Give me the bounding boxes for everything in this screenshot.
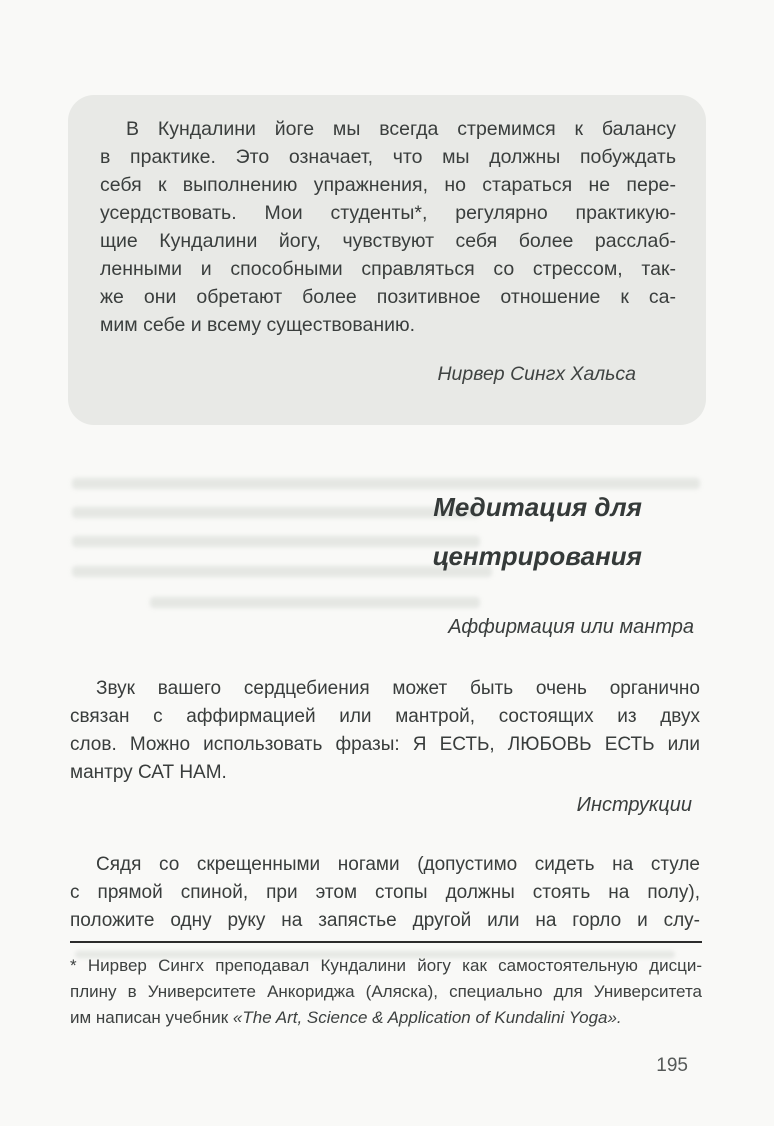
quote-line: усердствовать. Мои студенты*, регулярно практикую- (100, 202, 676, 224)
footnote-book-title: «The Art, Science & Application of Kundalini Yoga». (232, 1008, 622, 1027)
subheading-instructions: Инструкции (576, 794, 692, 816)
page-number: 195 (656, 1055, 688, 1076)
quote-line: мим себе и всему существованию. (100, 314, 416, 336)
body-paragraph-2 (70, 851, 700, 935)
quote-box (68, 95, 706, 425)
footnote (70, 953, 702, 1031)
body-line: Звук вашего сердцебиения может быть очень органично (96, 678, 700, 699)
quote-line: в практике. Это означает, что мы должны побуждать (100, 146, 676, 168)
body-line: связан с аффирмацией или мантрой, состоящих из двух (70, 706, 700, 727)
footnote-line: плину в Университете Анкориджа (Аляска), специально для Университета (70, 982, 702, 1001)
quote-line: себя к выполнению упражнения, но стараться не пере- (100, 174, 676, 196)
quote-paragraph (68, 95, 706, 388)
footnote-line: * Нирвер Сингх преподавал Кундалини йогу как самостоятельную дисци- (70, 956, 702, 975)
quote-line: ленными и способными справляться со стрессом, так- (100, 258, 676, 280)
footnote-separator (70, 941, 702, 943)
footnote-line (70, 1005, 702, 1031)
subheading-affirmation: Аффирмация или мантра (448, 616, 694, 638)
section-heading-line: Медитация для (433, 492, 642, 522)
section-heading-line: центрирования (432, 541, 642, 571)
quote-line: щие Кундалини йогу, чувствуют себя более расслаб- (100, 230, 676, 252)
section-heading (70, 483, 672, 581)
quote-line: В Кундалини йоге мы всегда стремимся к балансу (126, 118, 676, 140)
body-line: мантру САТ НАМ. (70, 762, 227, 783)
body-line: слов. Можно использовать фразы: Я ЕСТЬ, ЛЮБОВЬ ЕСТЬ или (70, 734, 700, 755)
bleedthrough-artifact (150, 597, 480, 608)
body-line: Сядя со скрещенными ногами (допустимо сидеть на стуле (96, 854, 700, 875)
quote-attribution: Нирвер Сингх Хальса (437, 363, 636, 385)
footnote-text: им написан учебник (70, 1008, 233, 1027)
quote-line: же они обретают более позитивное отношение к са- (100, 286, 676, 308)
body-line: положите одну руку на запястье другой или на горло и слу- (70, 910, 700, 931)
body-paragraph-1 (70, 675, 700, 787)
body-line: с прямой спиной, при этом стопы должны стоять на полу), (70, 882, 700, 903)
